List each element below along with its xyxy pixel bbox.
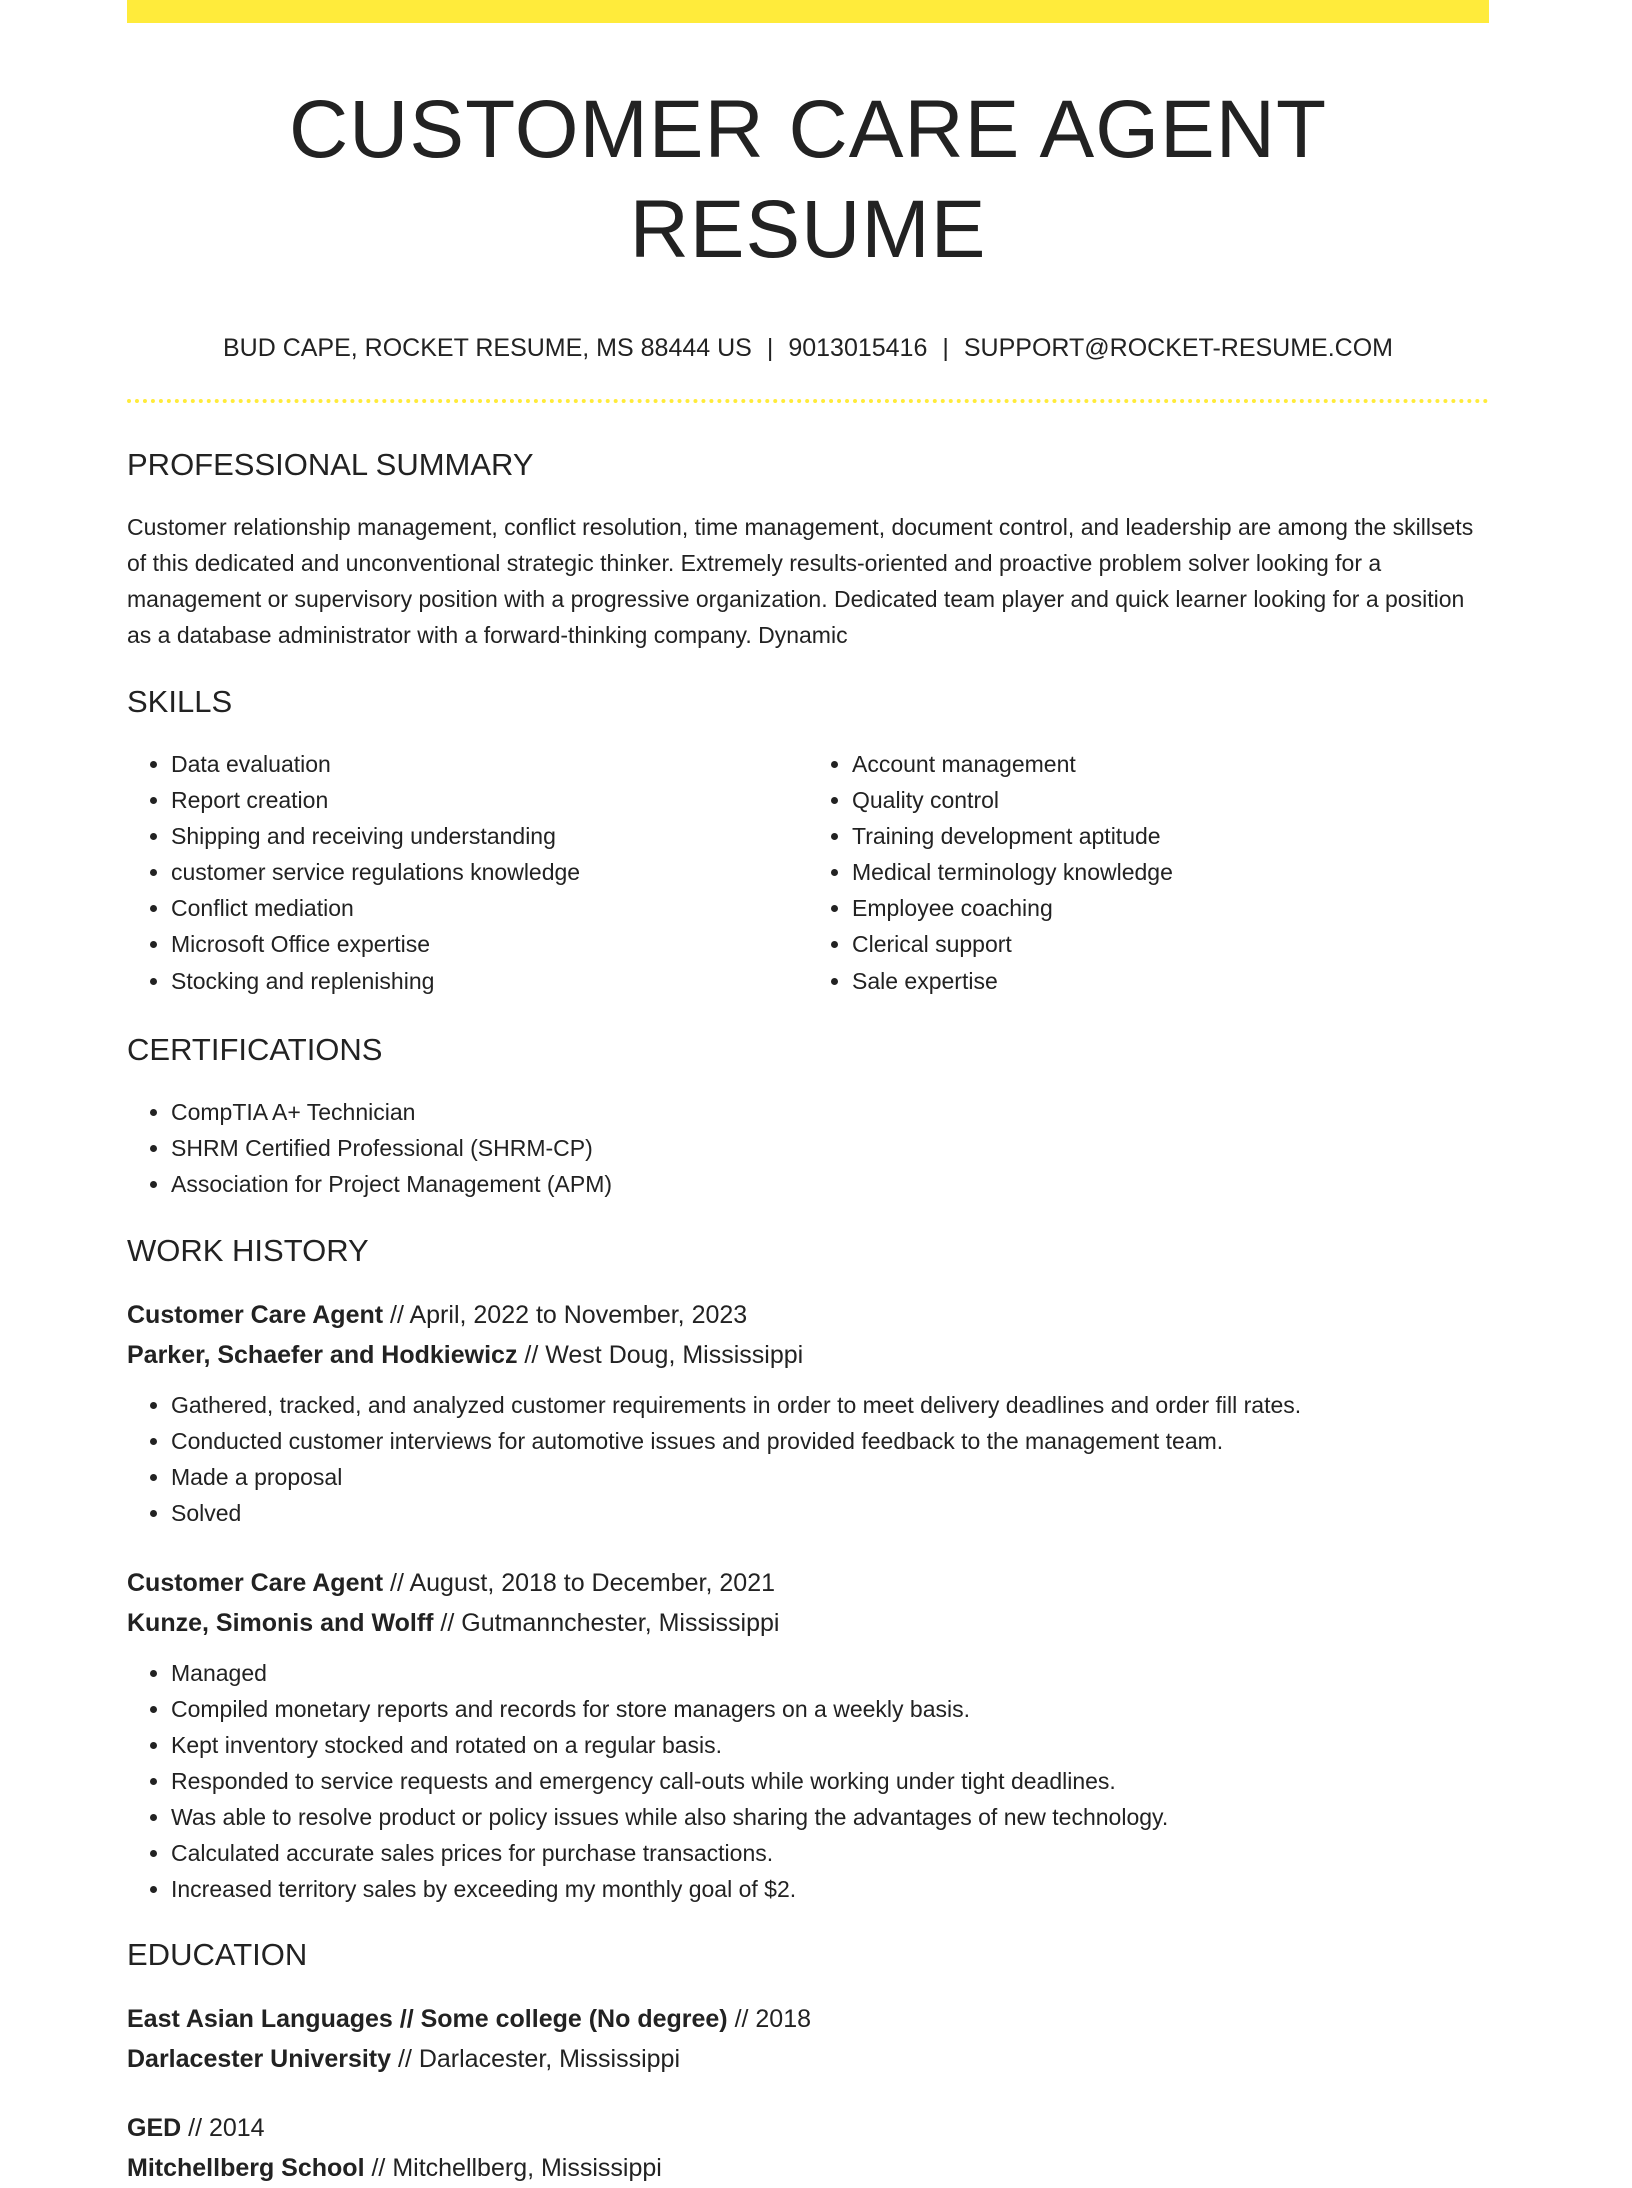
- job-bullet: • Was able to resolve product or policy issues while also sharing the advantages of new technology.: [171, 1799, 1489, 1835]
- skills-heading: SKILLS: [127, 684, 233, 719]
- job-title-line: [127, 1563, 1489, 1603]
- education-entry: [127, 1999, 1489, 2079]
- skill-item: • Training development aptitude: [852, 818, 1489, 854]
- skill-item: • Report creation: [171, 782, 808, 818]
- skills-list-left: [127, 746, 808, 1000]
- job-company-line: [127, 1335, 1489, 1375]
- education-school-line: [127, 2039, 1489, 2079]
- skill-item: • Microsoft Office expertise: [171, 926, 808, 962]
- skill-item: • customer service regulations knowledge: [171, 854, 808, 890]
- contact-address: BUD CAPE, ROCKET RESUME, MS 88444 US: [222, 334, 752, 362]
- job-company: Kunze, Simonis and Wolff: [127, 1609, 434, 1637]
- contact-email: SUPPORT@ROCKET-RESUME.COM: [963, 334, 1394, 362]
- education-degree-line: [127, 1999, 1489, 2039]
- skill-item: • Medical terminology knowledge: [852, 854, 1489, 890]
- certifications-list: [127, 1094, 1489, 1202]
- skill-item: • Account management: [852, 746, 1489, 782]
- contact-phone: 9013015416: [788, 334, 928, 362]
- certifications-heading: CERTIFICATIONS: [127, 1032, 383, 1067]
- education-year: // 2014: [181, 2114, 265, 2142]
- work-history-heading: WORK HISTORY: [127, 1233, 369, 1268]
- skill-item: • Data evaluation: [171, 746, 808, 782]
- contact-separator: |: [766, 334, 774, 362]
- contact-separator: |: [942, 334, 949, 362]
- job-company-line: [127, 1603, 1489, 1643]
- skill-item: • Conflict mediation: [171, 890, 808, 926]
- job-location: // Gutmannchester, Mississippi: [433, 1609, 780, 1637]
- education-degree: East Asian Languages // Some college (No degree): [127, 2005, 728, 2033]
- resume-content: [127, 0, 1489, 2188]
- job-bullet: • Compiled monetary reports and records for store managers on a weekly basis.: [171, 1691, 1489, 1727]
- skill-item: • Shipping and receiving understanding: [171, 818, 808, 854]
- certification-item: • CompTIA A+ Technician: [171, 1094, 1489, 1130]
- job-bullet: • Kept inventory stocked and rotated on a regular basis.: [171, 1727, 1489, 1763]
- skill-item: • Quality control: [852, 782, 1489, 818]
- job-bullet: • Responded to service requests and emergency call-outs while working under tight deadlines.: [171, 1763, 1489, 1799]
- job-title: Customer Care Agent: [127, 1569, 384, 1597]
- certification-item: • SHRM Certified Professional (SHRM-CP): [171, 1130, 1489, 1166]
- job-bullets: [127, 1655, 1489, 1907]
- skills-list-right: [808, 746, 1489, 1000]
- education-location: // Darlacester, Mississippi: [391, 2045, 681, 2073]
- job-bullet: • Gathered, tracked, and analyzed customer requirements in order to meet delivery deadlines and order fill rates.: [171, 1387, 1489, 1423]
- summary-heading: PROFESSIONAL SUMMARY: [127, 447, 534, 482]
- education-school: Darlacester University: [127, 2045, 392, 2073]
- job-bullet: • Calculated accurate sales prices for purchase transactions.: [171, 1835, 1489, 1871]
- job-bullet: • Solved: [171, 1495, 1489, 1531]
- summary-text: Customer relationship management, conflict resolution, time management, document control, and leadership are among the skillsets of this dedicated and unconventional strategic thinker. Extremely results-oriented and proactive problem solver looking for a management or supervisory position with a progressive organization. Dedicated team player and quick learner looking for a position as a database administrator with a forward-thinking company. Dynamic: [127, 514, 1474, 648]
- education-year: // 2018: [727, 2005, 812, 2033]
- education-school: Mitchellberg School: [127, 2154, 365, 2182]
- skill-item: • Stocking and replenishing: [171, 962, 808, 1000]
- job-entry: [127, 1295, 1489, 1531]
- skills-columns: [127, 746, 1489, 1000]
- job-dates: // April, 2022 to November, 2023: [383, 1301, 748, 1329]
- job-bullet: • Conducted customer interviews for automotive issues and provided feedback to the management team.: [171, 1423, 1489, 1459]
- dotted-divider: [127, 399, 1489, 403]
- certification-item: • Association for Project Management (APM): [171, 1166, 1489, 1202]
- job-entry: [127, 1563, 1489, 1907]
- job-title-line: [127, 1295, 1489, 1335]
- job-bullet: • Managed: [171, 1655, 1489, 1691]
- resume-title: CUSTOMER CARE AGENT RESUME: [288, 84, 1328, 275]
- skill-item: • Clerical support: [852, 926, 1489, 962]
- education-entry: [127, 2108, 1489, 2188]
- contact-line: [127, 333, 1489, 363]
- education-heading: EDUCATION: [127, 1937, 308, 1972]
- education-degree-line: [127, 2108, 1489, 2148]
- job-location: // West Doug, Mississippi: [517, 1341, 804, 1369]
- job-dates: // August, 2018 to December, 2021: [383, 1569, 776, 1597]
- job-bullet: • Made a proposal: [171, 1459, 1489, 1495]
- education-location: // Mitchellberg, Mississippi: [364, 2154, 662, 2182]
- education-degree: GED: [127, 2114, 182, 2142]
- job-bullets: [127, 1387, 1489, 1531]
- skill-item: • Employee coaching: [852, 890, 1489, 926]
- education-school-line: [127, 2148, 1489, 2188]
- job-company: Parker, Schaefer and Hodkiewicz: [127, 1341, 518, 1369]
- job-title: Customer Care Agent: [127, 1301, 384, 1329]
- job-bullet: • Increased territory sales by exceeding my monthly goal of $2.: [171, 1871, 1489, 1907]
- skill-item: • Sale expertise: [852, 962, 1489, 1000]
